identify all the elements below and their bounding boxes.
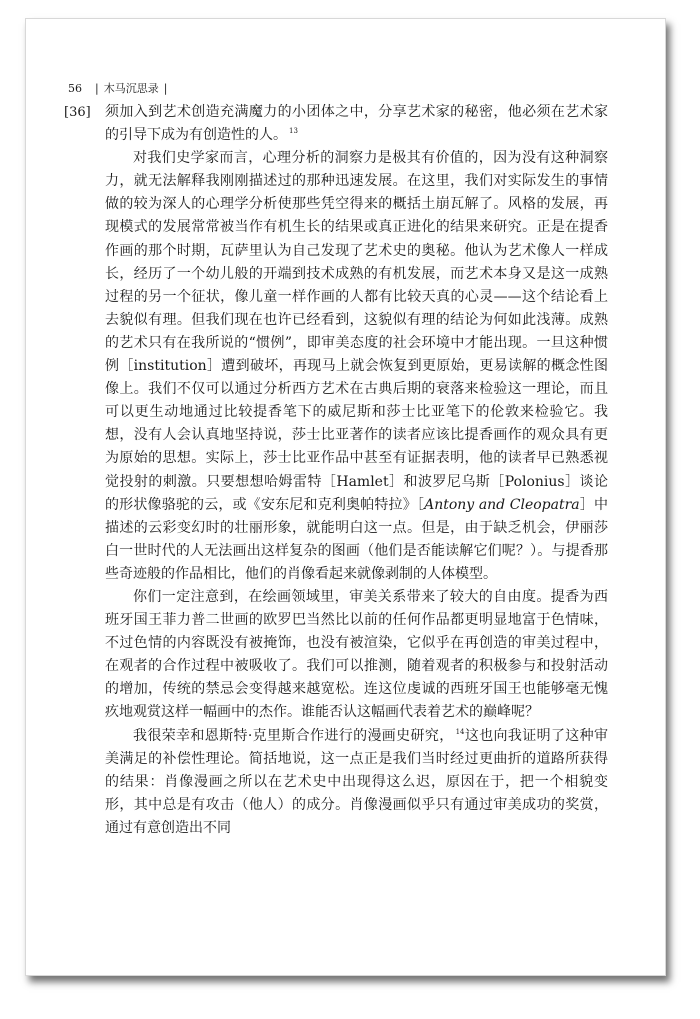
body-text [105,101,608,840]
paragraph-3: 你们一定注意到，在绘画领域里，审美关系带来了较大的自由度。提香为西班牙国王菲力普二世画的欧罗巴当然比以前的任何作品都更明显地富于色情味，不过色情的内容既没有被掩饰，也没有被渲染，它似乎在再创造的审美过程中，在观者的合作过程中被吸收了。我们可以推测，随着观者的积极参与和投射活动的增加，传统的禁忌会变得越来越宽松。连这位虔诚的西班牙国王也能够毫无愧疚地观赏这样一幅画中的杰作。谁能否认这幅画代表着艺术的巅峰呢？ [105,588,608,721]
italic-title: Antony and Cleopatra [424,496,580,513]
paragraph-4: 我很荣幸和恩斯特·克里斯合作进行的漫画史研究， $^{14}$这也向我证明了这种审美满足的补偿性理论。简括地说，这一点正是我们当时经过更曲折的道路所获得的结果：肖像漫画之所以在艺术史中出现得这么迟，原因在于，把一个相貌变形，其中总是有攻击（他人）的成分。肖像漫画似乎只有通过审美成功的奖赏，通过有意创造出不同 [105,727,609,836]
header-separator: | [95,82,99,95]
paragraph-2: 对我们史学家而言，心理分析的洞察力是极其有价值的，因为没有这种洞察力，就无法解释我刚刚描述过的那种迅速发展。在这里，我们对实际发生的事情做的较为深人的心理学分析使那些凭空得来的概括土崩瓦解了。风格的发展，再现模式的发展常常被当作有机生长的结果或真正进化的结果来研究。正是在提香作画的那个时期，瓦萨里认为自己发现了艺术史的奥秘。他认为艺术像人一样成长，经历了一个幼儿般的开端到技术成熟的有机发展，而艺术本身又是这一成熟过程的另一个征状，像儿童一样作画的人都有比较天真的心灵——这个结论看上去貌似有理。但我们现在也许已经看到，这貌似有理的结论为何如此浅薄。成熟的艺术只有在我所说的“惯例”，即审美态度的社会环境中才能出现。一旦这种惯例［institution］遭到破坏，再现马上就会恢复到更原始，更易读解的概念性图像上。我们不仅可以通过分析西方艺术在古典后期的衰落来检验这一理论，而且可以更生动地通过比较提香笔下的威尼斯和莎士比亚笔下的伦敦来检验它。我想，没有人会认真地坚持说，莎士比亚著作的读者应该比提香画作的观众具有更为原始的思想。实际上，莎士比亚作品中甚至有证据表明，他的读者早已熟悉视觉投射的刺激。只要想想哈姆雷特［Hamlet］和波罗尼乌斯［Polonius］谈论的形状像骆驼的云，或《安东尼和克利奥帕特拉》［Antony and Cleopatra］中描述的云彩变幻时的壮丽形象，就能明白这一点。但是，由于缺乏机会，伊丽莎白一世时代的人无法画出这样复杂的图画（他们是否能读解它们呢？）。与提香那些奇迹般的作品相比，他们的肖像看起来就像剥制的人体模型。 [105,150,609,582]
paragraph-1: 须加入到艺术创造充满魔力的小团体之中，分享艺术家的秘密，他必须在艺术家的引导下成为有创造性的人。 $^{13}$ [105,104,608,144]
footnote-marker[interactable]: 13 [289,127,298,136]
margin-page-reference: [36] [64,105,91,120]
book-title: 木马沉思录 [103,82,159,95]
header-separator: | [163,82,168,95]
page-number: 56 [68,82,82,95]
footnote-marker[interactable]: 14 [455,727,465,736]
running-header [68,80,172,96]
